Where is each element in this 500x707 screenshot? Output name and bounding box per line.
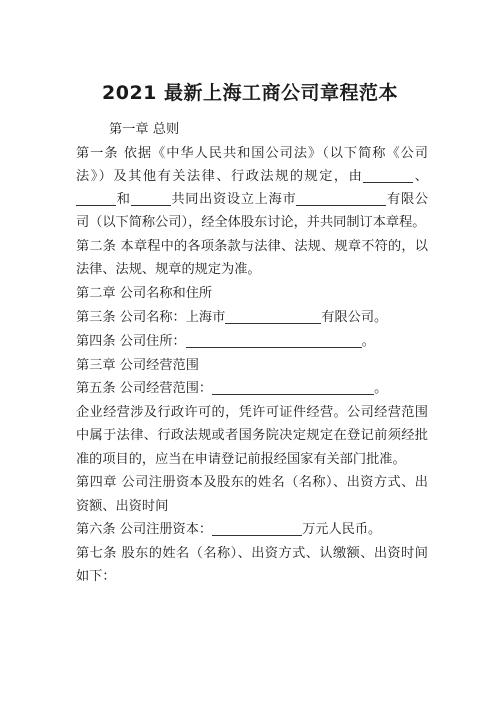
document-title: 2021 最新上海工商公司章程范本 <box>102 82 398 104</box>
blank-line <box>131 190 171 206</box>
article-1-text-e: 有限公司（以下简称公司），经全体股东讨论，并共同制订本章程。 <box>76 192 429 231</box>
article-4-text-a: 第四条 公司住所： <box>76 333 186 349</box>
article-6-text-a: 第六条 公司注册资本： <box>76 522 213 538</box>
blank-line <box>296 190 386 206</box>
article-3 <box>76 306 428 329</box>
article-6 <box>76 518 428 541</box>
blank-line <box>76 190 116 206</box>
blank-line <box>186 332 362 348</box>
article-1-text-a: 第一条 依据《中华人民共和国公司法》（以下简称《公司法》）及其他有关法律、行政法规的规定，由 <box>76 145 428 184</box>
article-3-text-b: 有限公司。 <box>321 310 388 325</box>
chapter-3-heading: 第三章 公司经营范围 <box>76 357 199 373</box>
article-1-text-c: 和 <box>116 192 131 208</box>
blank-line <box>363 167 413 183</box>
article-1-text-d: 共同出资设立上海市 <box>170 192 297 208</box>
scope-note: 企业经营涉及行政许可的，凭许可证件经营。公司经营范围中属于法律、行政法规或者国务院决定规定在登记前须经批准的项目的，应当在申请登记前报经国家有关部门批准。 <box>76 405 428 467</box>
article-1 <box>76 142 428 235</box>
blank-line <box>225 308 321 324</box>
blank-line <box>212 520 302 536</box>
article-4 <box>76 330 428 353</box>
chapter-2-heading: 第二章 公司名称和住所 <box>76 286 213 302</box>
article-2: 第二条 本章程中的各项条款与法律、法规、规章不符的，以法律、法规、规章的规定为准。 <box>76 239 428 278</box>
blank-line <box>212 379 374 395</box>
article-1-text-b: 、 <box>413 169 428 184</box>
chapter-1-heading: 第一章 总则 <box>109 122 180 137</box>
article-7: 第七条 股东的姓名（名称）、出资方式、认缴额、出资时间如下： <box>76 546 428 585</box>
article-6-text-b: 万元人民币。 <box>302 522 382 538</box>
article-5-text-b: 。 <box>374 381 388 397</box>
article-4-text-b: 。 <box>361 333 375 349</box>
chapter-4-heading: 第四章 公司注册资本及股东的姓名（名称）、出资方式、出资额、出资时间 <box>76 475 428 514</box>
article-5 <box>76 377 428 400</box>
document-body <box>76 118 428 589</box>
article-3-text-a: 第三条 公司名称：上海市 <box>76 310 226 325</box>
article-5-text-a: 第五条 公司经营范围： <box>76 381 213 397</box>
